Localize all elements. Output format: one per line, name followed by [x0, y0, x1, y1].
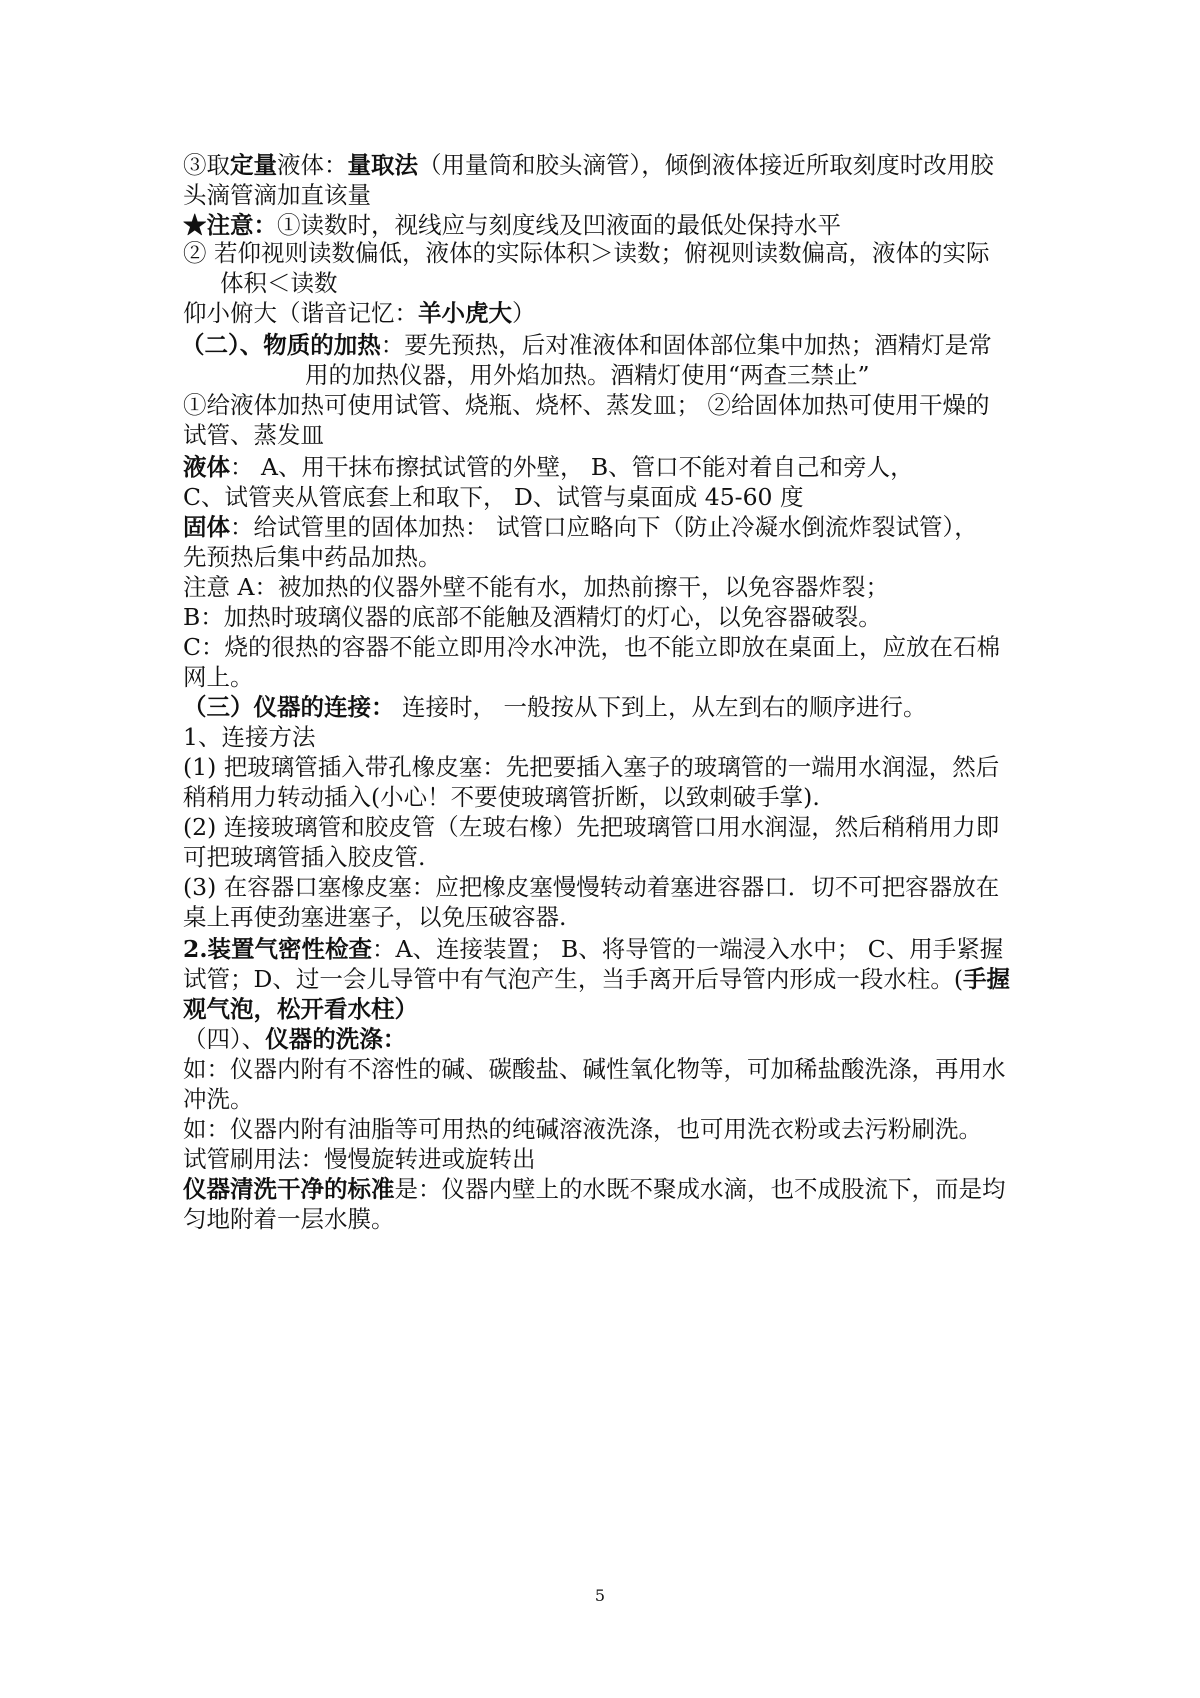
text-line — [183, 964, 1023, 994]
text-segment: 如：仪器内附有油脂等可用热的纯碱溶液洗涤，也可用洗衣粉或去污粉刷洗。 — [183, 1115, 982, 1143]
text-line — [220, 268, 1060, 298]
text-segment: （用量筒和胶头滴管），倾倒液体接近所取刻度时改用胶 — [418, 151, 994, 179]
text-line — [183, 420, 1023, 450]
text-segment: ③取 — [183, 151, 230, 179]
text-line — [183, 1114, 1023, 1144]
bold-text: 仪器的洗涤： — [265, 1025, 407, 1053]
text-segment: ： A、用干抹布擦拭试管的外壁， B、管口不能对着自己和旁人， — [230, 453, 914, 481]
text-segment: （四）、 — [183, 1025, 266, 1053]
bold-text: 手握 — [963, 965, 1011, 993]
text-line — [305, 360, 1145, 390]
bold-text: 2.装置气密性检查 — [183, 935, 373, 963]
text-segment: 试管；D、过一会儿导管中有气泡产生，当手离开后导管内形成一段水柱。( — [183, 965, 964, 993]
text-segment: 1、连接方法 — [183, 723, 316, 751]
bold-text: （三）仪器的连接： — [183, 693, 395, 721]
text-line — [183, 150, 1023, 180]
bold-text: 液体 — [183, 453, 230, 481]
text-line — [183, 1084, 1023, 1114]
text-line — [183, 692, 1023, 722]
text-line — [183, 632, 1023, 662]
text-line — [181, 330, 1021, 360]
text-segment: 匀地附着一层水膜。 — [183, 1205, 395, 1233]
text-line — [183, 390, 1023, 420]
text-line — [183, 542, 1023, 572]
text-segment: C：烧的很热的容器不能立即用冷水冲洗，也不能立即放在桌面上，应放在石棉 — [183, 633, 1000, 661]
text-segment: ） — [512, 299, 536, 327]
page-number: 5 — [594, 1586, 606, 1605]
bold-text: ★注意： — [183, 211, 277, 239]
text-segment: 网上。 — [183, 663, 254, 691]
text-segment: 仰小俯大（谐音记忆： — [183, 299, 418, 327]
bold-text: （二）、物质的加热 — [181, 331, 381, 359]
text-line — [183, 782, 1023, 812]
bold-text: 固体 — [183, 513, 230, 541]
text-line — [183, 298, 1023, 328]
text-segment: 先预热后集中药品加热。 — [183, 543, 442, 571]
text-segment: 头滴管滴加直该量 — [183, 181, 371, 209]
text-line — [183, 180, 1023, 210]
text-segment: B：加热时玻璃仪器的底部不能触及酒精灯的灯心，以免容器破裂。 — [183, 603, 882, 631]
text-line — [183, 452, 1023, 482]
text-segment: ：要先预热，后对准液体和固体部位集中加热；酒精灯是常 — [380, 331, 992, 359]
text-line — [183, 512, 1023, 542]
text-segment: ：给试管里的固体加热： 试管口应略向下（防止冷凝水倒流炸裂试管）， — [230, 513, 978, 541]
text-line — [183, 238, 1023, 268]
text-line — [183, 482, 1023, 512]
bold-text: 量取法 — [347, 151, 418, 179]
text-segment: 桌上再使劲塞进塞子，以免压破容器. — [183, 903, 567, 931]
text-line — [183, 662, 1023, 692]
text-segment: ：A、连接装置； B、将导管的一端浸入水中； C、用手紧握 — [372, 935, 1004, 963]
bold-text: 羊小虎大 — [418, 299, 512, 327]
text-line — [183, 752, 1023, 782]
text-segment: 稍稍用力转动插入(小心！不要使玻璃管折断，以致刺破手掌). — [183, 783, 820, 811]
text-line — [183, 994, 1023, 1024]
text-segment: 是：仪器内壁上的水既不聚成水滴，也不成股流下，而是均 — [394, 1175, 1006, 1203]
text-line — [183, 210, 1023, 240]
text-segment: ② 若仰视则读数偏低，液体的实际体积＞读数；俯视则读数偏高，液体的实际 — [183, 239, 990, 267]
text-line — [183, 602, 1023, 632]
text-segment: 冲洗。 — [183, 1085, 254, 1113]
text-segment: ①读数时，视线应与刻度线及凹液面的最低处保持水平 — [277, 211, 841, 239]
text-line — [183, 572, 1023, 602]
text-segment: 试管、蒸发皿 — [183, 421, 324, 449]
text-line — [183, 842, 1023, 872]
text-segment: 液体： — [277, 151, 348, 179]
text-line — [183, 872, 1023, 902]
text-segment: 如：仪器内附有不溶性的碱、碳酸盐、碱性氧化物等，可加稀盐酸洗涤，再用水 — [183, 1055, 1006, 1083]
text-segment: 注意 A：被加热的仪器外壁不能有水，加热前擦干，以免容器炸裂； — [183, 573, 889, 601]
text-line — [183, 1054, 1023, 1084]
text-segment: 用的加热仪器，用外焰加热。酒精灯使用“两查三禁止” — [305, 361, 870, 389]
bold-text: 观气泡，松开看水柱） — [183, 995, 418, 1023]
text-segment: (1) 把玻璃管插入带孔橡皮塞：先把要插入塞子的玻璃管的一端用水润湿，然后 — [183, 753, 1000, 781]
text-line — [183, 722, 1023, 752]
text-line — [183, 1144, 1023, 1174]
text-segment: 体积＜读数 — [220, 269, 338, 297]
text-line — [183, 1174, 1023, 1204]
text-line — [183, 1024, 1023, 1054]
text-line — [183, 934, 1023, 964]
text-line — [183, 1204, 1023, 1234]
text-segment: 连接时， 一般按从下到上，从左到右的顺序进行。 — [394, 693, 927, 721]
text-segment: C、试管夹从管底套上和取下， D、试管与桌面成 45-60 度 — [183, 483, 804, 511]
text-line — [183, 902, 1023, 932]
text-segment: 试管刷用法：慢慢旋转进或旋转出 — [183, 1145, 536, 1173]
bold-text: 仪器清洗干净的标准 — [183, 1175, 395, 1203]
text-segment: (2) 连接玻璃管和胶皮管（左玻右橡）先把玻璃管口用水润湿，然后稍稍用力即 — [183, 813, 1000, 841]
bold-text: 定量 — [230, 151, 277, 179]
text-segment: 可把玻璃管插入胶皮管. — [183, 843, 426, 871]
text-segment: ①给液体加热可使用试管、烧瓶、烧杯、蒸发皿； ②给固体加热可使用干燥的 — [183, 391, 990, 419]
text-line — [183, 812, 1023, 842]
text-segment: (3) 在容器口塞橡皮塞：应把橡皮塞慢慢转动着塞进容器口．切不可把容器放在 — [183, 873, 1000, 901]
